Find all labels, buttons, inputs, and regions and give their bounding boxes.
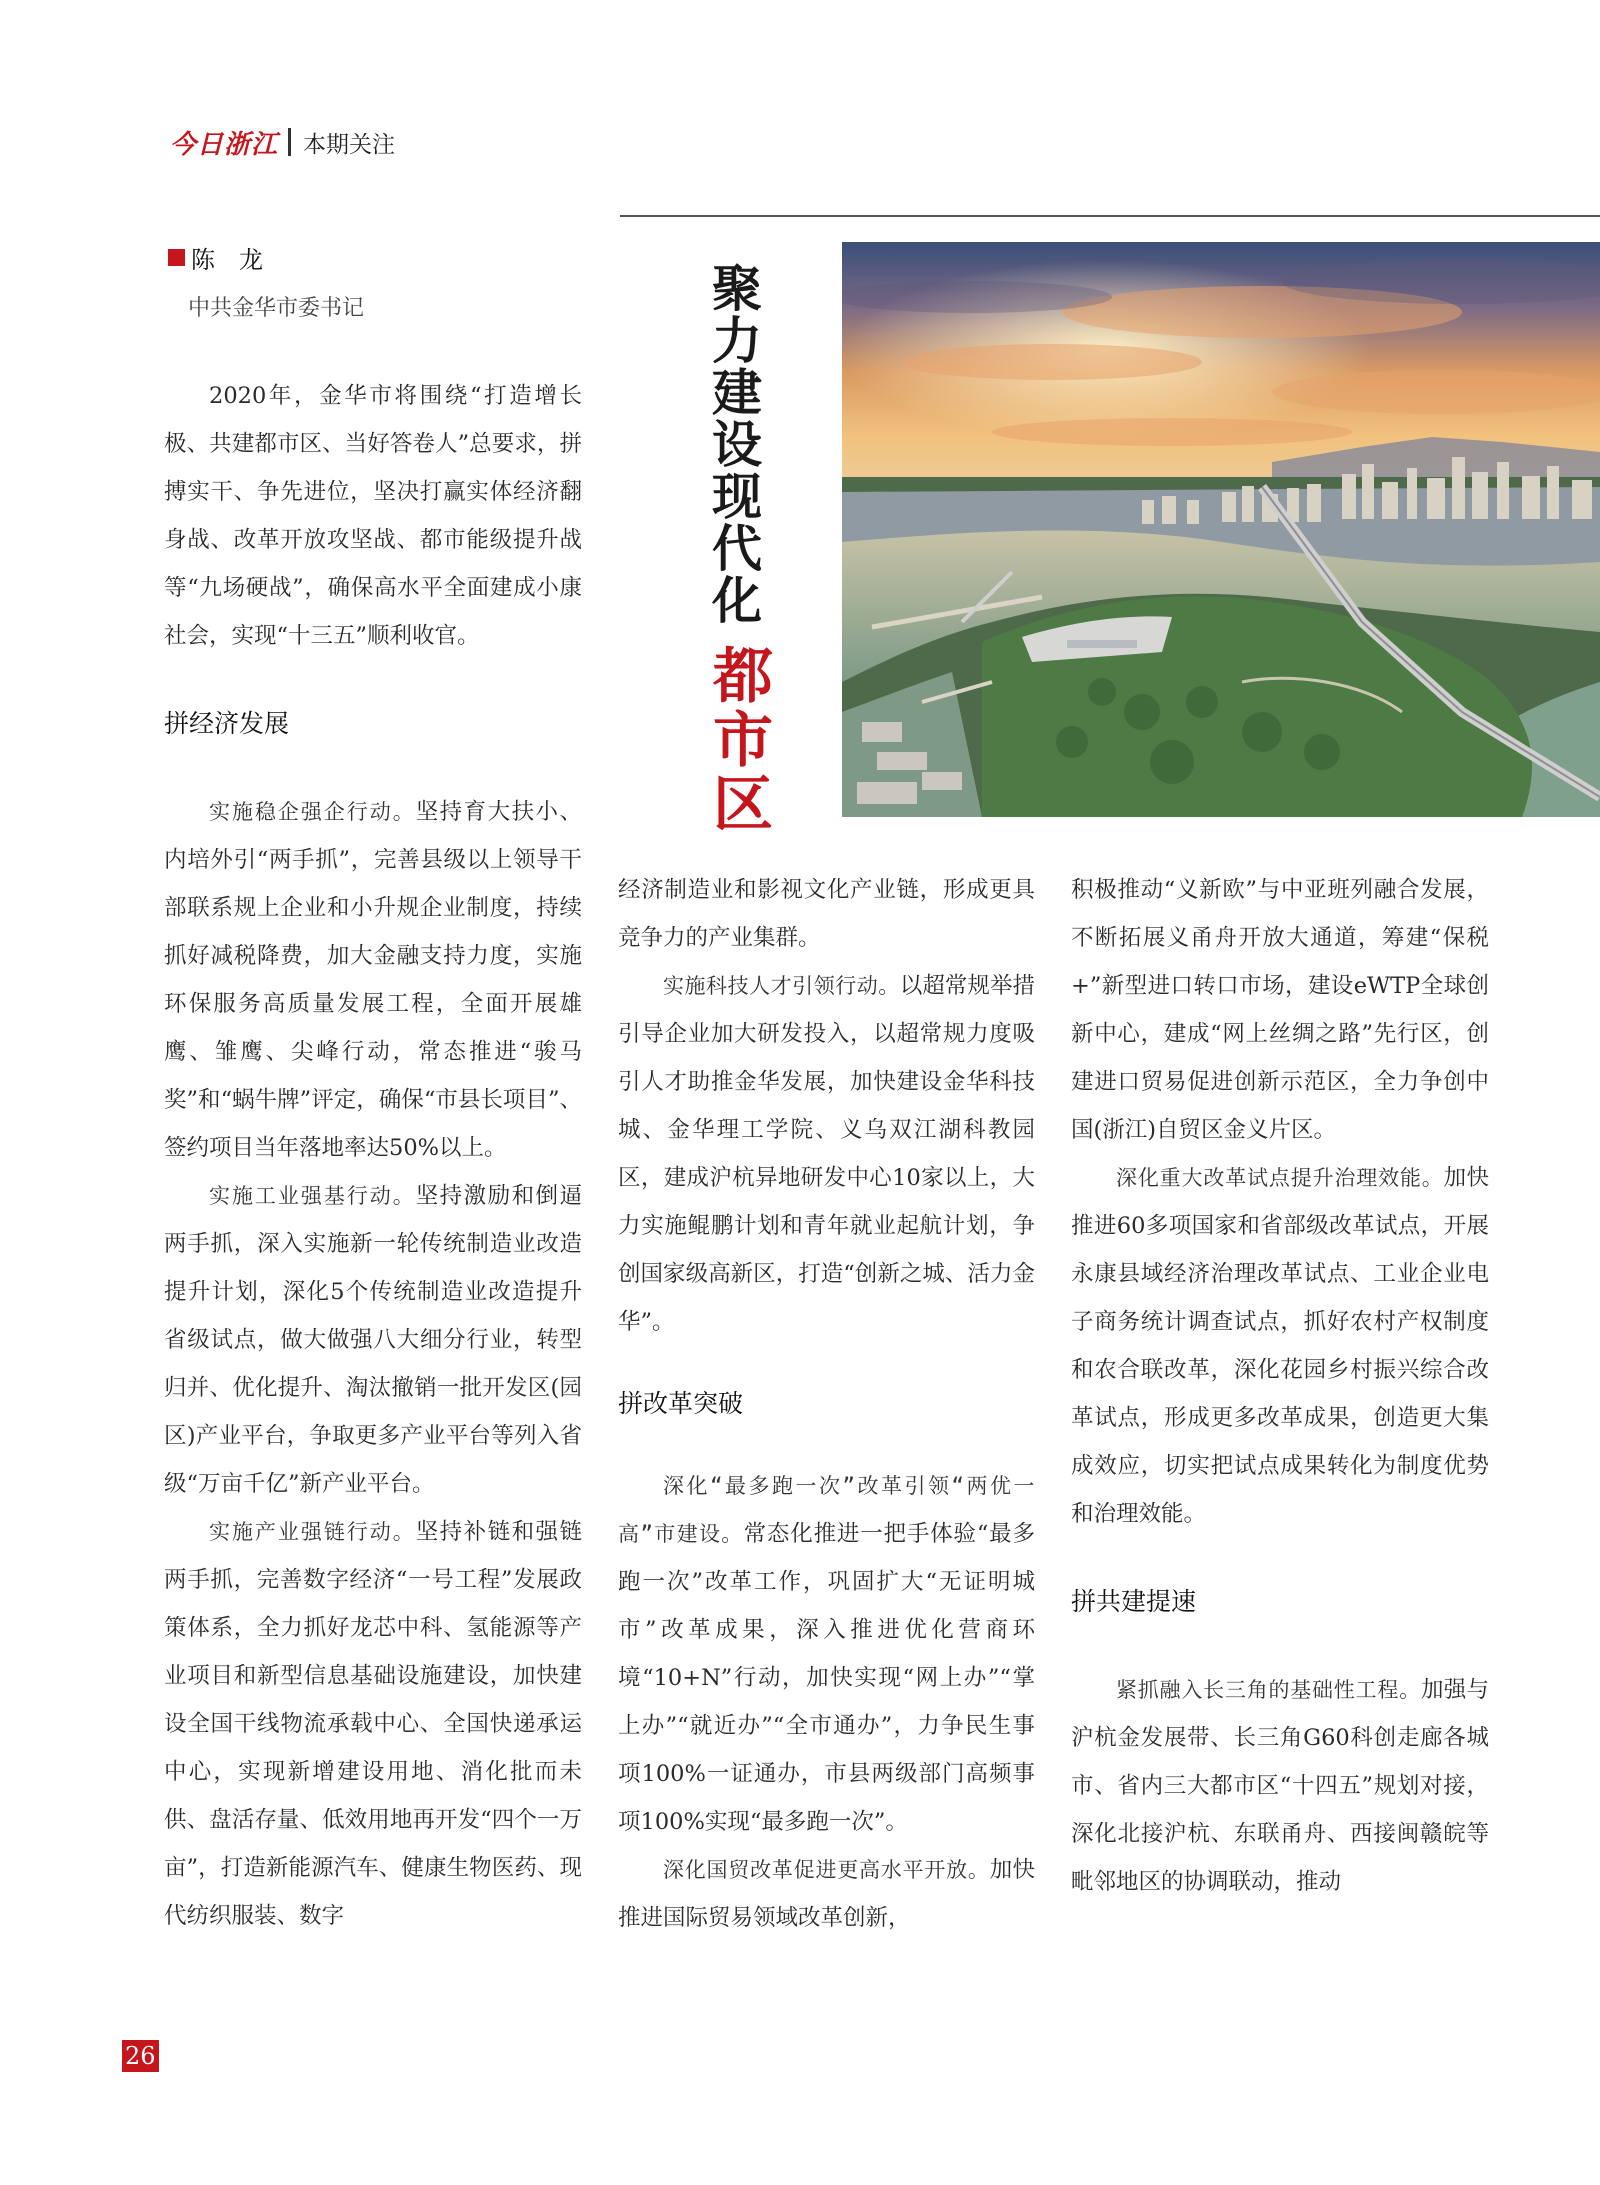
author-name-line [168,240,364,275]
paragraph-econ-2 [164,1172,582,1508]
masthead [170,122,395,162]
heading-build: 拼共建提速 [1071,1587,1197,1616]
paragraph-econ-1 [164,788,582,1172]
article-title-line2: 都市区 [703,644,773,836]
paragraph-reform-3-lead: 深化重大改革试点提升治理效能。 [1116,1166,1444,1190]
city-aerial-photo [842,242,1600,817]
intro-paragraph: 2020年，金华市将围绕“打造增长极、共建都市区、当好答卷人”总要求，拼搏实干、争先进位，坚决打赢实体经济翻身战、改革开放攻坚战、都市能级提升战等“九场硬战”，确保高水平全面建成小康社会，实现“十三五”顺利收官。 [164,383,582,649]
paragraph-econ-3 [164,1508,582,1940]
masthead-divider [288,128,291,156]
column-middle [618,866,1035,1942]
column-right [1071,866,1489,1906]
magazine-logo: 今日浙江 [170,129,279,160]
paragraph-reform-2-lead: 深化国贸改革促进更高水平开放。 [663,1858,990,1882]
paragraph-reform-3-body: 加快推进60多项国家和省部级改革试点，开展永康县域经济治理改革试点、工业企业电子商务统计调查试点，抓好农村产权制度和农合联改革，深化花园乡村振兴综合改革试点，形成更多改革成果，创造更大集成效应，切实把试点成果转化为制度优势和治理效能。 [1071,1165,1489,1527]
author-block [168,240,364,322]
paragraph-econ-4-body: 以超常规举措引导企业加大研发投入，以超常规力度吸引人才助推金华发展，加快建设金华科技城、金华理工学院、义乌双江湖科教园区，建成沪杭异地研发中心10家以上，大力实施鲲鹏计划和青年就业起航计划，争创国家级高新区，打造“创新之城、活力金华”。 [618,973,1035,1335]
paragraph-econ-3-body: 坚持补链和强链两手抓，完善数字经济“一号工程”发展政策体系，全力抓好龙芯中科、氢能源等产业项目和新型信息基础设施建设，加快建设全国干线物流承载中心、全国快递承运中心，实现新增建设用地、消化批而未供、盘活存量、低效用地再开发“四个一万亩”，打造新能源汽车、健康生物医药、现代纺织服装、数字 [164,1519,582,1929]
paragraph-reform-3 [1071,1154,1489,1538]
paragraph-econ-1-body: 坚持育大扶小、内培外引“两手抓”，完善县级以上领导干部联系规上企业和小升规企业制度，持续抓好减税降费，加大金融支持力度，实施环保服务高质量发展工程，全面开展雄鹰、雏鹰、尖峰行动，常态推进“骏马奖”和“蜗牛牌”评定，确保“市县长项目”、签约项目当年落地率达50%以上。 [164,799,582,1161]
paragraph-reform-1-lead: 深化“最多跑一次”改革引领“两优一高”市建设。 [618,1474,1035,1546]
paragraph-econ-4 [618,962,1035,1346]
column-left [164,372,582,1940]
paragraph-reform-2-continued: 积极推动“义新欧”与中亚班列融合发展，不断拓展义甬舟开放大通道，筹建“保税+”新型进口转口市场，建设eWTP全球创新中心，建成“网上丝绸之路”先行区，创建进口贸易促进创新示范区，全力争创中国(浙江)自贸区金义片区。 [1071,877,1489,1143]
heading-reform: 拼改革突破 [618,1389,744,1418]
paragraph-econ-3-lead: 实施产业强链行动。 [209,1520,416,1544]
paragraph-reform-2 [618,1846,1035,1942]
heading-economy: 拼经济发展 [164,709,290,738]
paragraph-econ-2-body: 坚持激励和倒逼两手抓，深入实施新一轮传统制造业改造提升计划，深化5个传统制造业改造提升省级试点，做大做强八大细分行业，转型归并、优化提升、淘汰撤销一批开发区(园区)产业平台，争取更多产业平台等列入省级“万亩千亿”新产业平台。 [164,1183,582,1497]
square-bullet-icon [168,249,185,266]
paragraph-build-1-lead: 紧抓融入长三角的基础性工程。 [1116,1678,1421,1702]
page-number: 26 [122,2040,159,2072]
paragraph-econ-4-lead: 实施科技人才引领行动。 [663,974,900,998]
paragraph-build-1 [1071,1666,1489,1906]
paragraph-build-1-body: 加强与沪杭金发展带、长三角G60科创走廊各城市、省内三大都市区“十四五”规划对接，深化北接沪杭、东联甬舟、西接闽赣皖等毗邻地区的协调联动，推动 [1071,1677,1489,1895]
paragraph-reform-2-body: 加快推进国际贸易领域改革创新， [618,1857,1035,1931]
author-title: 中共金华市委书记 [188,296,365,321]
top-rule [620,215,1600,217]
article-title-line1: 聚力建设现代化 [704,262,763,626]
article-title [703,262,773,836]
paragraph-econ-3-continued: 经济制造业和影视文化产业链，形成更具竞争力的产业集群。 [618,877,1035,951]
section-label: 本期关注 [303,131,396,158]
paragraph-econ-2-lead: 实施工业强基行动。 [209,1184,416,1208]
author-name: 陈 龙 [191,246,263,274]
paragraph-reform-1 [618,1462,1035,1846]
paragraph-econ-1-lead: 实施稳企强企行动。 [209,800,416,824]
paragraph-reform-1-body: 常态化推进一把手体验“最多跑一次”改革工作，巩固扩大“无证明城市”改革成果，深入推进优化营商环境“10+N”行动，加快实现“网上办”“掌上办”“就近办”“全市通办”，力争民生事项100%一证通办，市县两级部门高频事项100%实现“最多跑一次”。 [618,1521,1035,1835]
